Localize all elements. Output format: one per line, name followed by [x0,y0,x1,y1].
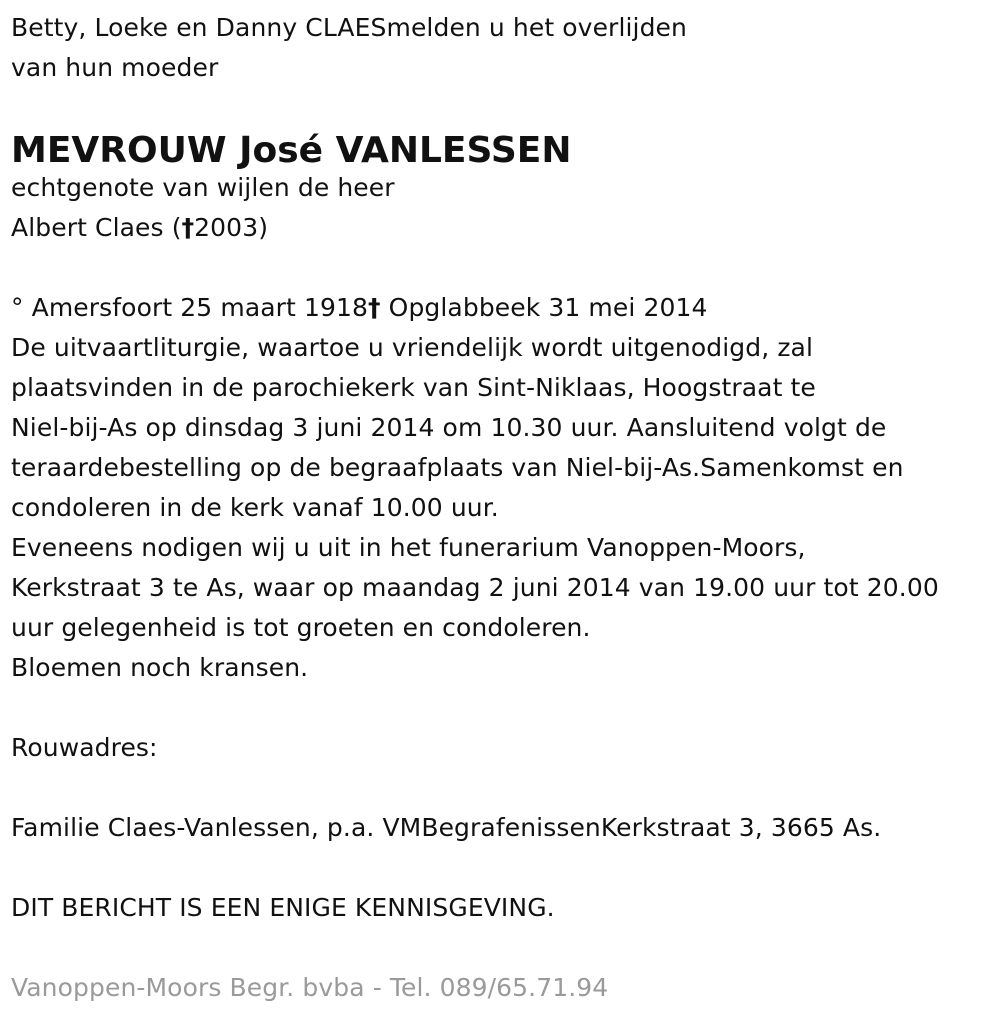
cross-icon: † [368,293,381,322]
death-info: Opglabbeek 31 mei 2014 [380,293,708,322]
intro-line-2: van hun moeder [11,53,219,82]
body-line: teraardebestelling op de begraafplaats van Niel-bij-As.Samenkomst en [11,453,904,482]
spacer [11,688,1000,728]
address-label: Rouwadres: [11,733,158,762]
birth-info: ° Amersfoort 25 maart 1918 [11,293,369,322]
body-line: plaatsvinden in de parochiekerk van Sint-Niklaas, Hoogstraat te [11,373,816,402]
body-line: uur gelegenheid is tot groeten en condoleren. [11,613,591,642]
spacer [11,88,1000,128]
intro-line-1: Betty, Loeke en Danny CLAESmelden u het overlijden [11,13,687,42]
body-line: condoleren in de kerk vanaf 10.00 uur. [11,493,499,522]
funeral-home-footer: Vanoppen-Moors Begr. bvba - Tel. 089/65.71.94 [11,973,609,1002]
cross-icon: † [181,213,195,242]
closing-statement: DIT BERICHT IS EEN ENIGE KENNISGEVING. [11,893,555,922]
body-line: De uitvaartliturgie, waartoe u vriendelijk wordt uitgenodigd, zal [11,333,814,362]
spouse-suffix: 2003) [194,213,269,242]
address: Familie Claes-Vanlessen, p.a. VMBegrafenissenKerkstraat 3, 3665 As. [11,813,882,842]
spouse-line-2 [11,208,1000,248]
body-line: Kerkstraat 3 te As, waar op maandag 2 juni 2014 van 19.00 uur tot 20.00 [11,573,939,602]
spacer [11,848,1000,888]
spacer [11,768,1000,808]
deceased-name: MEVROUW José VANLESSEN [11,130,572,171]
body-line: Niel-bij-As op dinsdag 3 juni 2014 om 10.30 uur. Aansluitend volgt de [11,413,887,442]
spouse-line-1: echtgenote van wijlen de heer [11,173,395,202]
body-line: Bloemen noch kransen. [11,653,309,682]
body-line: Eveneens nodigen wij u uit in het funerarium Vanoppen-Moors, [11,533,806,562]
spacer [11,928,1000,968]
spacer [11,248,1000,288]
spouse-prefix: Albert Claes ( [11,213,182,242]
birth-death-line [11,288,1000,328]
